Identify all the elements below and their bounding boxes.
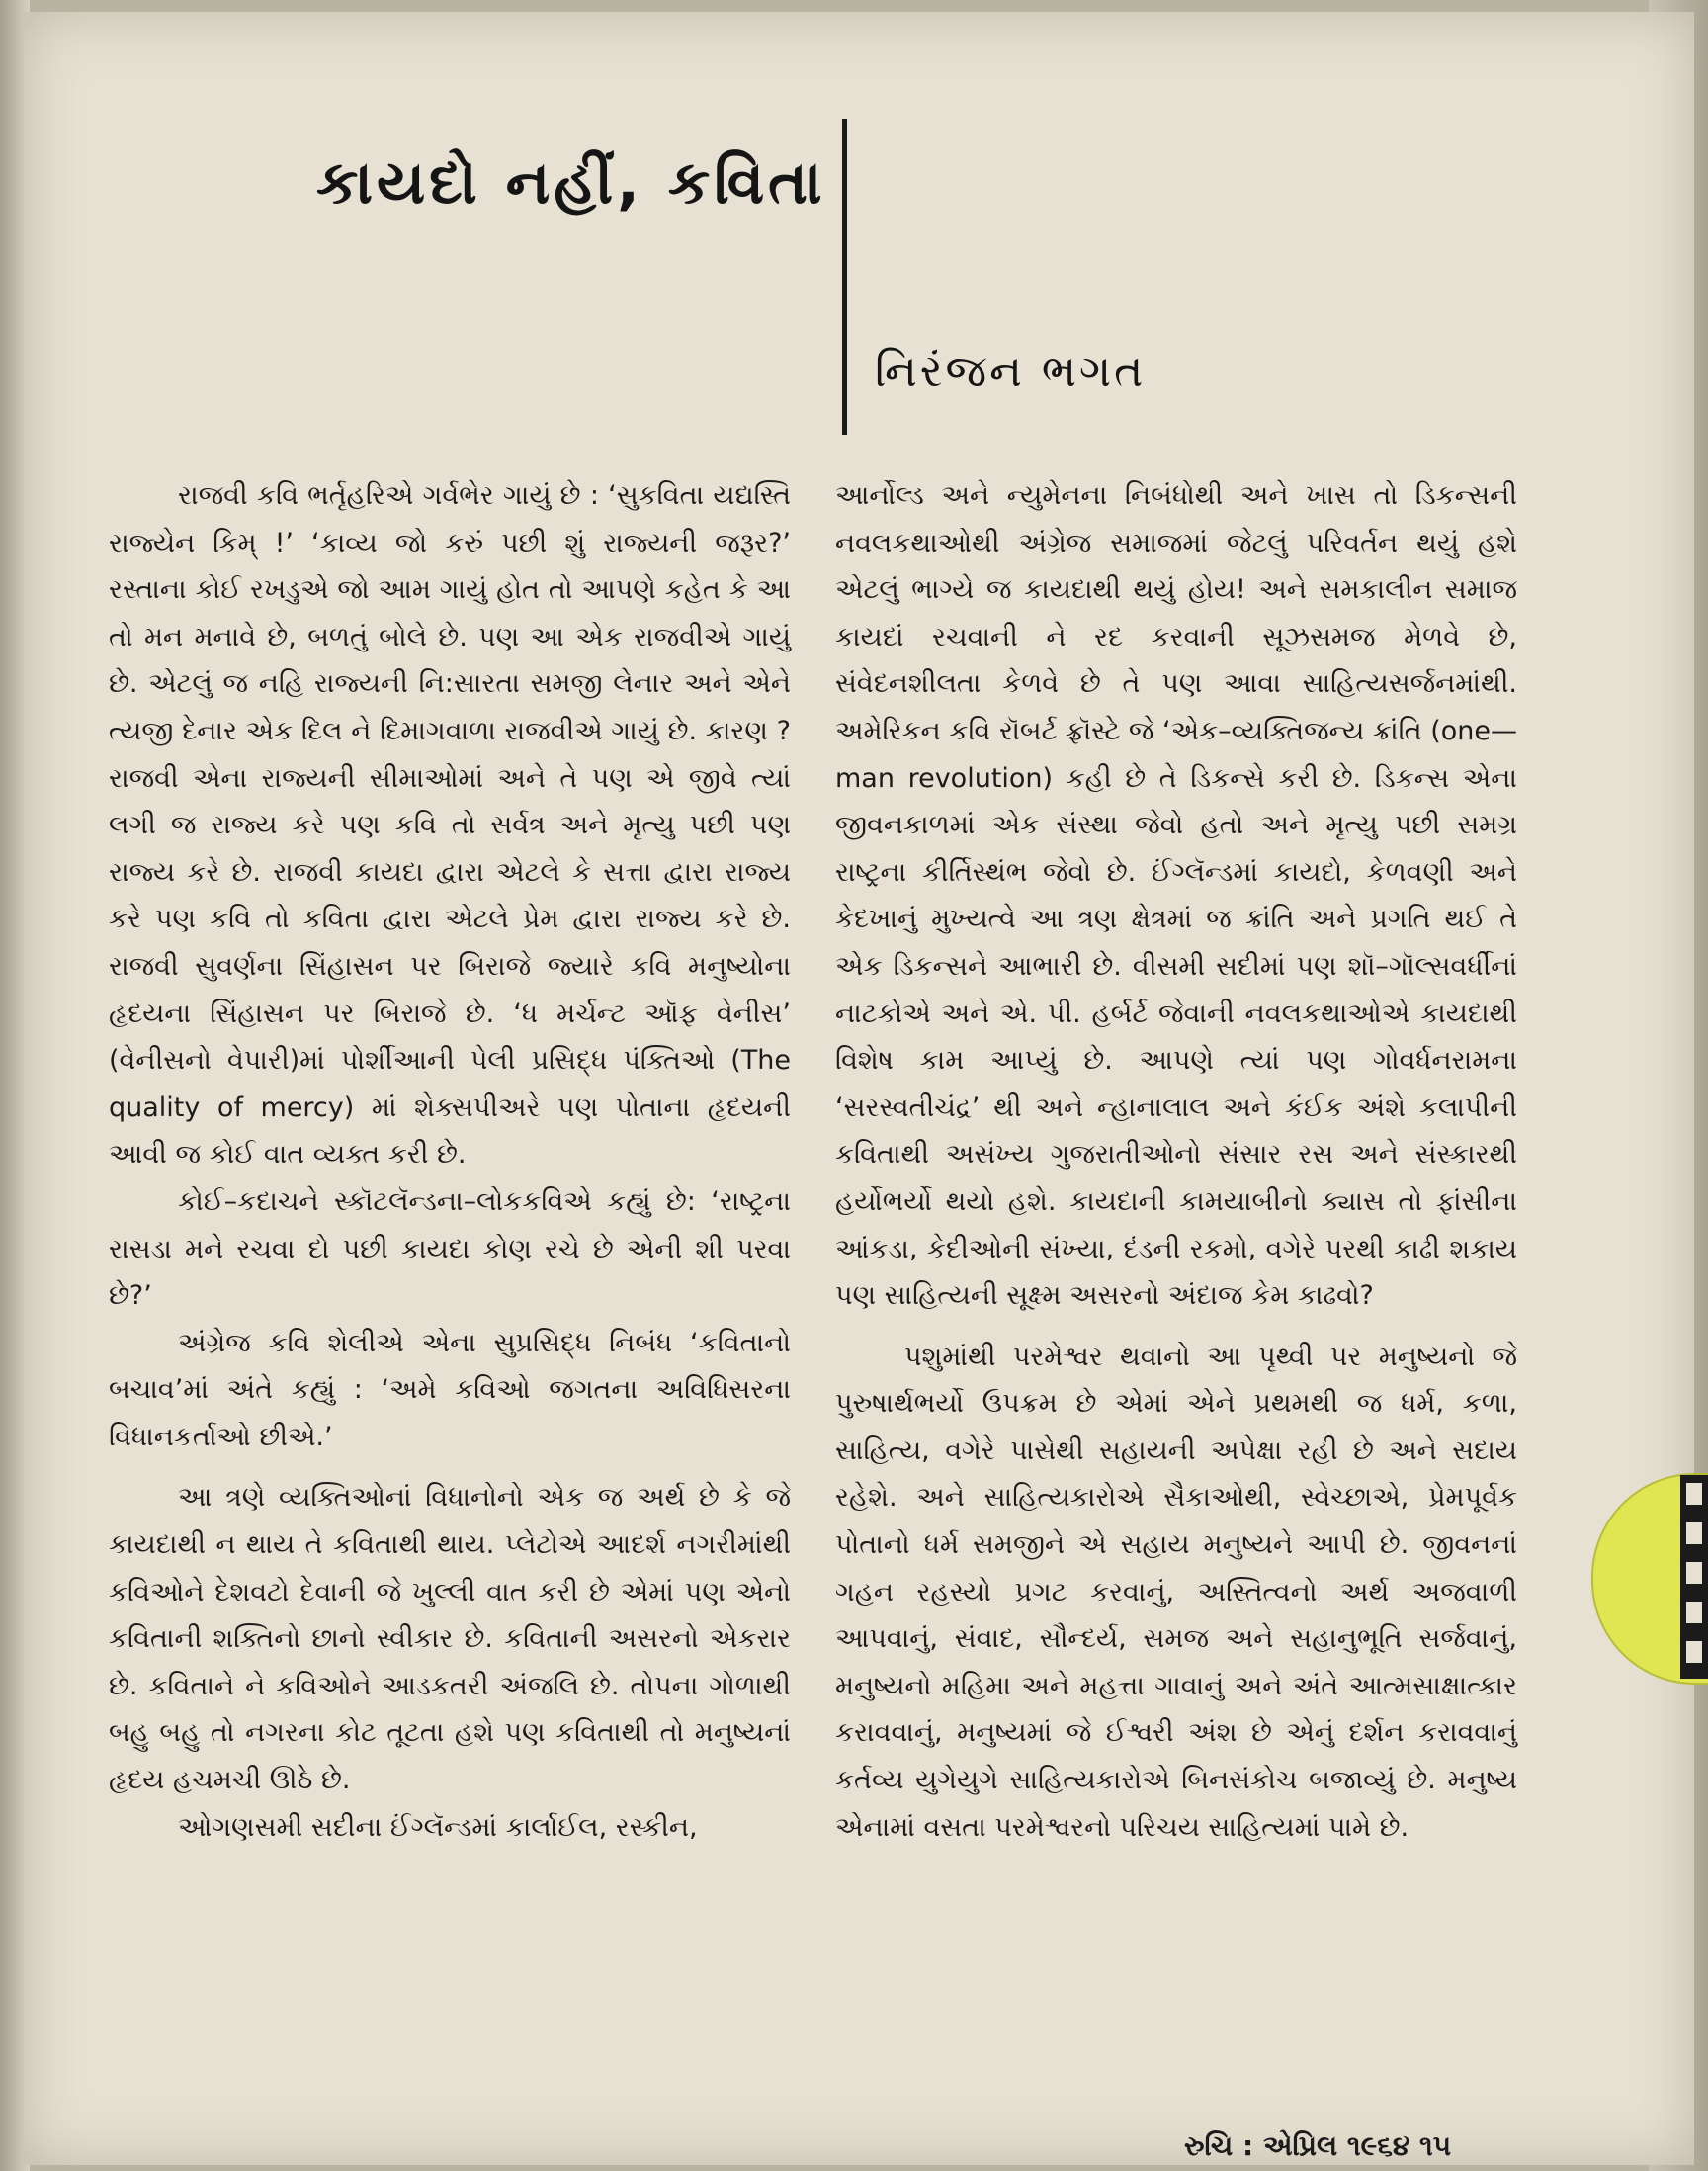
paragraph: કોઈ–કદાચને સ્કૉટલૅન્ડના–લોકકવિએ કહ્યું છે: ‘રાષ્ટ્રના રાસડા મને રચવા દો પછી કાયદા કોણ રચે છે એની શી પરવા છે?’ (109, 1185, 791, 1312)
paragraph: પશુમાંથી પરમેશ્વર થવાનો આ પૃથ્વી પર મનુષ્યનો જે પુરુષાર્થભર્યો ઉપક્રમ છે એમાં એને પ્રથમથી જ ધર્મ, કળા, સાહિત્ય, વગેરે પાસેથી સહાયની અપેક્ષા રહી છે અને સદાય રહેશે. અને સાહિત્યકારોએ સૈકાઓથી, સ્વેચ્છાએ, પ્રેમપૂર્વક પોતાનો ધર્મ સમજીને એ સહાય મનુષ્યને આપી છે. જીવનનાં ગહન રહસ્યો પ્રગટ કરવાનું, અસ્તિત્વનો અર્થ અજવાળી આપવાનું, સંવાદ, સૌન્દર્ય, સમજ અને સહાનુભૂતિ સર્જવાનું, મનુષ્યનો મહિમા અને મહત્તા ગાવાનું અને અંતે આત્મસાક્ષાત્કાર કરાવવાનું, મનુષ્યમાં જે ઈશ્વરી અંશ છે એનું દર્શન કરાવવાનું કર્તવ્ય યુગેયુગે સાહિત્યકારોએ બિનસંકોચ બજાવ્યું છે. મનુષ્ય એનામાં વસતા પરમેશ્વરનો પરિચય સાહિત્યમાં પામે છે. (835, 1341, 1518, 1843)
article-title: કાયદો નહીં, કવિતા (316, 148, 826, 217)
page-footer: રુચિ : એપ્રિલ ૧૯૬૪ ૧૫ (1184, 2129, 1452, 2162)
right-column (835, 473, 1517, 1851)
paragraph: અંગ્રેજ કવિ શેલીએ એના સુપ્રસિદ્ધ નિબંધ ‘કવિતાનો બચાવ’માં અંતે કહ્યું : ‘અમે કવિઓ જગતના અવિધિસરના વિધાનકર્તાઓ છીએ.’ (109, 1327, 791, 1452)
title-divider (842, 119, 847, 435)
article-author: નિરંજન ભગત (875, 346, 1147, 396)
paragraph: રાજવી કવિ ભર્તૃહરિએ ગર્વભેર ગાયું છે : ‘સુકવિતા યદ્યસ્તિ રાજ્યેન કિમ્ !’ ‘કાવ્ય જો કરું પછી શું રાજ્યની જરૂર?’ રસ્તાના કોઈ રખડુએ જો આમ ગાયું હોત તો આપણે કહેત કે આ તો મન મનાવે છે, બળતું બોલે છે. પણ આ એક રાજવીએ ગાયું છે. એટલું જ નહિ રાજ્યની નિ:સારતા સમજી લેનાર અને એને ત્યજી દેનાર એક દિલ ને દિમાગવાળા રાજવીએ ગાયું છે. કારણ ? રાજવી એના રાજ્યની સીમાઓમાં અને તે પણ એ જીવે ત્યાં લગી જ રાજ્ય કરે પણ કવિ તો સર્વત્ર અને મૃત્યુ પછી પણ રાજ્ય કરે છે. રાજવી કાયદા દ્વારા એટલે કે સત્તા દ્વારા રાજ્ય કરે પણ કવિ તો કવિતા દ્વારા એટલે પ્રેમ દ્વારા રાજ્ય કરે છે. રાજવી સુવર્ણના સિંહાસન પર બિરાજે જ્યારે કવિ મનુષ્યોના હૃદયના સિંહાસન પર બિરાજે છે. ‘ધ મર્ચન્ટ ઑફ વેનીસ’ (વેનીસનો વેપારી)માં પોર્શીઆની પેલી પ્રસિદ્ધ પંક્તિઓ (The quality of mercy) માં શેક્સપીઅરે પણ પોતાના હૃદયની આવી જ કોઈ વાત વ્યક્ત કરી છે. (109, 480, 791, 1171)
paragraph: આર્નોલ્ડ અને ન્યુમેનના નિબંધોથી અને ખાસ તો ડિકન્સની નવલકથાઓથી અંગ્રેજ સમાજમાં જેટલું પરિવર્તન થયું હશે એટલું ભાગ્યે જ કાયદાથી થયું હોય! અને સમકાલીન સમાજ કાયદાં રચવાની ને રદ કરવાની સૂઝસમજ મેળવે છે, સંવેદનશીલતા કેળવે છે તે પણ આવા સાહિત્યસર્જનમાંથી. અમેરિકન કવિ રૉબર્ટ ફ્રૉસ્ટે જે ‘એક–વ્યક્તિજન્ય ક્રાંતિ (one—man revolution) કહી છે તે ડિકન્સે કરી છે. ડિકન્સ એના જીવનકાળમાં એક સંસ્થા જેવો હતો અને મૃત્યુ પછી સમગ્ર રાષ્ટ્રના કીર્તિસ્થંભ જેવો છે. ઈંગ્લૅન્ડમાં કાયદો, કેળવણી અને કેદખાનું મુખ્યત્વે આ ત્રણ ક્ષેત્રમાં જ ક્રાંતિ અને પ્રગતિ થઈ તે એક ડિકન્સને આભારી છે. વીસમી સદીમાં પણ શૉ–ગૉલ્સવર્ધીનાં નાટકોએ અને એ. પી. હર્બર્ટ જેવાની નવલકથાઓએ કાયદાથી વિશેષ કામ આપ્યું છે. આપણે ત્યાં પણ ગોવર્ધનરામના ‘સરસ્વતીચંદ્ર’ થી અને ન્હાનાલાલ અને કંઈક અંશે કલાપીની કવિતાથી અસંખ્ય ગુજરાતીઓનો સંસાર રસ અને સંસ્કારથી હર્યોભર્યો થયો હશે. કાયદાની કામયાબીનો ક્યાસ તો ફાંસીના આંકડા, કેદીઓની સંખ્યા, દંડની રકમો, વગેરે પરથી કાઢી શકાય પણ સાહિત્યની સૂક્ષ્મ અસરનો અંદાજ કેમ કાઢવો? (835, 480, 1517, 1312)
left-column (109, 473, 791, 1851)
film-strip-icon (1680, 1475, 1708, 1679)
paragraph: ઓગણસમી સદીના ઈંગ્લૅન્ડમાં કાર્લાઈલ, રસ્કીન, (178, 1811, 698, 1843)
paragraph: આ ત્રણે વ્યક્તિઓનાં વિધાનોનો એક જ અર્થ છે કે જે કાયદાથી ન થાય તે કવિતાથી થાય. પ્લેટોએ આદર્શ નગરીમાંથી કવિઓને દેશવટો દેવાની જે ખુલ્લી વાત કરી છે એમાં પણ એનો કવિતાની શક્તિનો છાનો સ્વીકાર છે. કવિતાની અસરનો એકરાર છે. કવિતાને ને કવિઓને આડકતરી અંજલિ છે. તોપના ગોળાથી બહુ બહુ તો નગરના કોટ તૂટતા હશે પણ કવિતાથી તો મનુષ્યનાં હૃદય હચમચી ઊઠે છે. (109, 1482, 791, 1796)
